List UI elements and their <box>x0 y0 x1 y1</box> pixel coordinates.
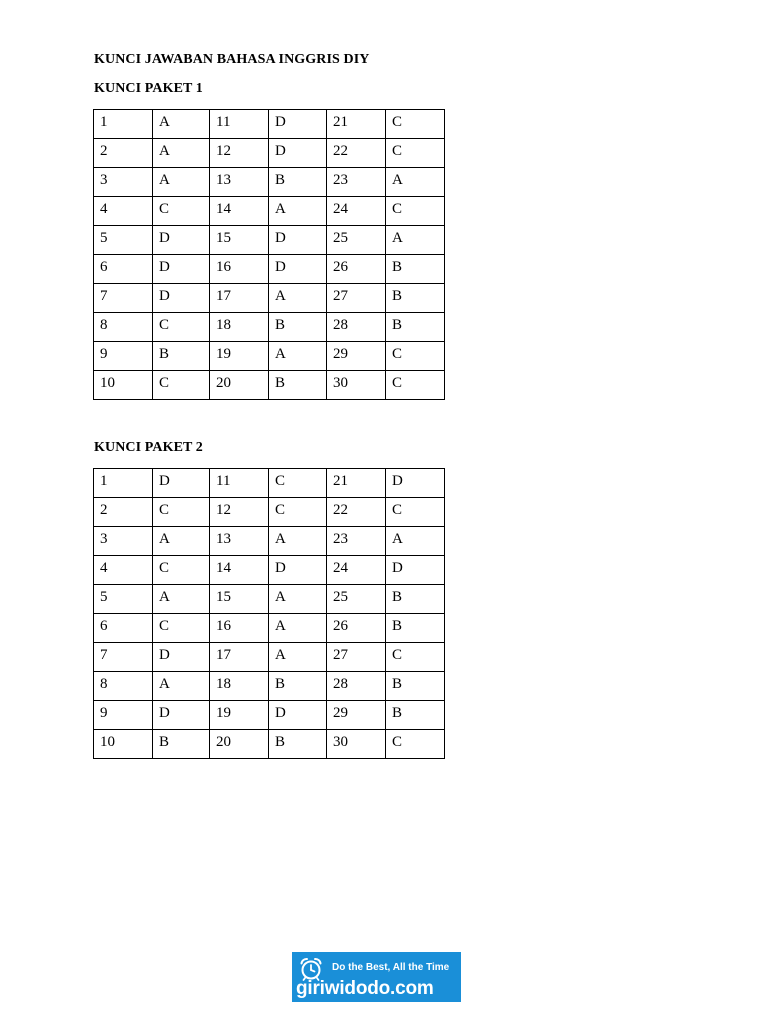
question-number-cell: 29 <box>327 701 386 730</box>
answer-cell: C <box>269 498 327 527</box>
question-number-cell: 28 <box>327 313 386 342</box>
answer-cell: A <box>153 110 210 139</box>
table-row <box>94 701 445 730</box>
answer-cell: D <box>269 701 327 730</box>
question-number-cell: 25 <box>327 226 386 255</box>
answer-cell: B <box>269 371 327 400</box>
answer-cell: D <box>153 701 210 730</box>
question-number-cell: 17 <box>210 284 269 313</box>
answer-cell: A <box>269 342 327 371</box>
question-number-cell: 13 <box>210 527 269 556</box>
question-number-cell: 8 <box>94 313 153 342</box>
paket-1-title: KUNCI PAKET 1 <box>94 81 203 96</box>
answer-cell: D <box>269 139 327 168</box>
question-number-cell: 9 <box>94 701 153 730</box>
question-number-cell: 1 <box>94 110 153 139</box>
answer-cell: A <box>153 672 210 701</box>
answer-cell: C <box>269 469 327 498</box>
question-number-cell: 12 <box>210 498 269 527</box>
answer-cell: A <box>153 139 210 168</box>
answer-cell: A <box>386 527 445 556</box>
question-number-cell: 28 <box>327 672 386 701</box>
question-number-cell: 19 <box>210 342 269 371</box>
table-row <box>94 284 445 313</box>
answer-cell: A <box>269 197 327 226</box>
question-number-cell: 10 <box>94 730 153 759</box>
question-number-cell: 21 <box>327 469 386 498</box>
question-number-cell: 29 <box>327 342 386 371</box>
answer-cell: C <box>153 197 210 226</box>
answer-cell: C <box>386 342 445 371</box>
question-number-cell: 13 <box>210 168 269 197</box>
answer-cell: D <box>269 556 327 585</box>
answer-cell: B <box>269 672 327 701</box>
answer-cell: B <box>153 730 210 759</box>
answer-cell: B <box>386 313 445 342</box>
answer-key-table-paket-1 <box>93 109 445 400</box>
answer-cell: B <box>386 585 445 614</box>
answer-cell: A <box>269 527 327 556</box>
question-number-cell: 14 <box>210 556 269 585</box>
answer-cell: C <box>153 614 210 643</box>
table-row <box>94 342 445 371</box>
table-row <box>94 614 445 643</box>
answer-cell: A <box>386 168 445 197</box>
question-number-cell: 25 <box>327 585 386 614</box>
table-row <box>94 226 445 255</box>
answer-cell: D <box>153 284 210 313</box>
answer-cell: A <box>269 614 327 643</box>
answer-cell: D <box>153 226 210 255</box>
question-number-cell: 12 <box>210 139 269 168</box>
answer-cell: A <box>153 527 210 556</box>
logo-brand-text: giriwidodo.com <box>296 978 434 999</box>
table-row <box>94 643 445 672</box>
answer-cell: D <box>153 643 210 672</box>
question-number-cell: 18 <box>210 672 269 701</box>
question-number-cell: 14 <box>210 197 269 226</box>
table-row <box>94 371 445 400</box>
question-number-cell: 23 <box>327 168 386 197</box>
answer-cell: C <box>153 313 210 342</box>
answer-cell: A <box>153 585 210 614</box>
table-row <box>94 255 445 284</box>
question-number-cell: 17 <box>210 643 269 672</box>
question-number-cell: 24 <box>327 197 386 226</box>
answer-cell: B <box>269 168 327 197</box>
answer-cell: D <box>386 469 445 498</box>
answer-key-table-paket-2 <box>93 468 445 759</box>
question-number-cell: 27 <box>327 643 386 672</box>
document-title: KUNCI JAWABAN BAHASA INGGRIS DIY <box>94 52 370 67</box>
question-number-cell: 7 <box>94 643 153 672</box>
question-number-cell: 15 <box>210 585 269 614</box>
table-row <box>94 168 445 197</box>
answer-cell: D <box>269 255 327 284</box>
answer-cell: B <box>269 730 327 759</box>
table-row <box>94 197 445 226</box>
answer-cell: D <box>269 226 327 255</box>
logo-tagline: Do the Best, All the Time <box>332 962 450 973</box>
question-number-cell: 5 <box>94 226 153 255</box>
answer-cell: C <box>153 556 210 585</box>
question-number-cell: 3 <box>94 168 153 197</box>
question-number-cell: 1 <box>94 469 153 498</box>
question-number-cell: 11 <box>210 110 269 139</box>
answer-cell: B <box>386 701 445 730</box>
answer-cell: C <box>386 371 445 400</box>
table-row <box>94 730 445 759</box>
answer-cell: B <box>386 614 445 643</box>
answer-cell: A <box>386 226 445 255</box>
question-number-cell: 24 <box>327 556 386 585</box>
answer-cell: C <box>386 110 445 139</box>
question-number-cell: 23 <box>327 527 386 556</box>
question-number-cell: 30 <box>327 371 386 400</box>
giriwidodo-logo <box>292 952 461 1002</box>
answer-cell: B <box>386 284 445 313</box>
question-number-cell: 2 <box>94 139 153 168</box>
question-number-cell: 26 <box>327 614 386 643</box>
answer-cell: B <box>386 255 445 284</box>
question-number-cell: 4 <box>94 556 153 585</box>
question-number-cell: 10 <box>94 371 153 400</box>
table-row <box>94 313 445 342</box>
answer-cell: D <box>153 255 210 284</box>
question-number-cell: 22 <box>327 498 386 527</box>
answer-cell: A <box>269 284 327 313</box>
answer-cell: B <box>386 672 445 701</box>
question-number-cell: 27 <box>327 284 386 313</box>
question-number-cell: 3 <box>94 527 153 556</box>
paket-2-title: KUNCI PAKET 2 <box>94 440 203 455</box>
answer-cell: D <box>153 469 210 498</box>
answer-cell: C <box>386 139 445 168</box>
answer-cell: C <box>386 643 445 672</box>
question-number-cell: 22 <box>327 139 386 168</box>
question-number-cell: 30 <box>327 730 386 759</box>
table-row <box>94 527 445 556</box>
question-number-cell: 26 <box>327 255 386 284</box>
table-row <box>94 139 445 168</box>
question-number-cell: 21 <box>327 110 386 139</box>
question-number-cell: 4 <box>94 197 153 226</box>
question-number-cell: 15 <box>210 226 269 255</box>
answer-cell: A <box>153 168 210 197</box>
question-number-cell: 11 <box>210 469 269 498</box>
answer-cell: B <box>153 342 210 371</box>
answer-cell: C <box>153 498 210 527</box>
table-row <box>94 556 445 585</box>
answer-cell: A <box>269 585 327 614</box>
question-number-cell: 16 <box>210 255 269 284</box>
answer-cell: C <box>386 730 445 759</box>
table-row <box>94 672 445 701</box>
question-number-cell: 2 <box>94 498 153 527</box>
table-row <box>94 498 445 527</box>
table-row <box>94 585 445 614</box>
question-number-cell: 7 <box>94 284 153 313</box>
question-number-cell: 9 <box>94 342 153 371</box>
question-number-cell: 6 <box>94 255 153 284</box>
question-number-cell: 16 <box>210 614 269 643</box>
question-number-cell: 20 <box>210 730 269 759</box>
question-number-cell: 5 <box>94 585 153 614</box>
question-number-cell: 6 <box>94 614 153 643</box>
question-number-cell: 20 <box>210 371 269 400</box>
answer-cell: C <box>386 197 445 226</box>
answer-cell: D <box>386 556 445 585</box>
answer-cell: D <box>269 110 327 139</box>
question-number-cell: 19 <box>210 701 269 730</box>
table-row <box>94 469 445 498</box>
answer-cell: A <box>269 643 327 672</box>
answer-cell: C <box>386 498 445 527</box>
answer-cell: B <box>269 313 327 342</box>
table-row <box>94 110 445 139</box>
answer-cell: C <box>153 371 210 400</box>
question-number-cell: 8 <box>94 672 153 701</box>
question-number-cell: 18 <box>210 313 269 342</box>
